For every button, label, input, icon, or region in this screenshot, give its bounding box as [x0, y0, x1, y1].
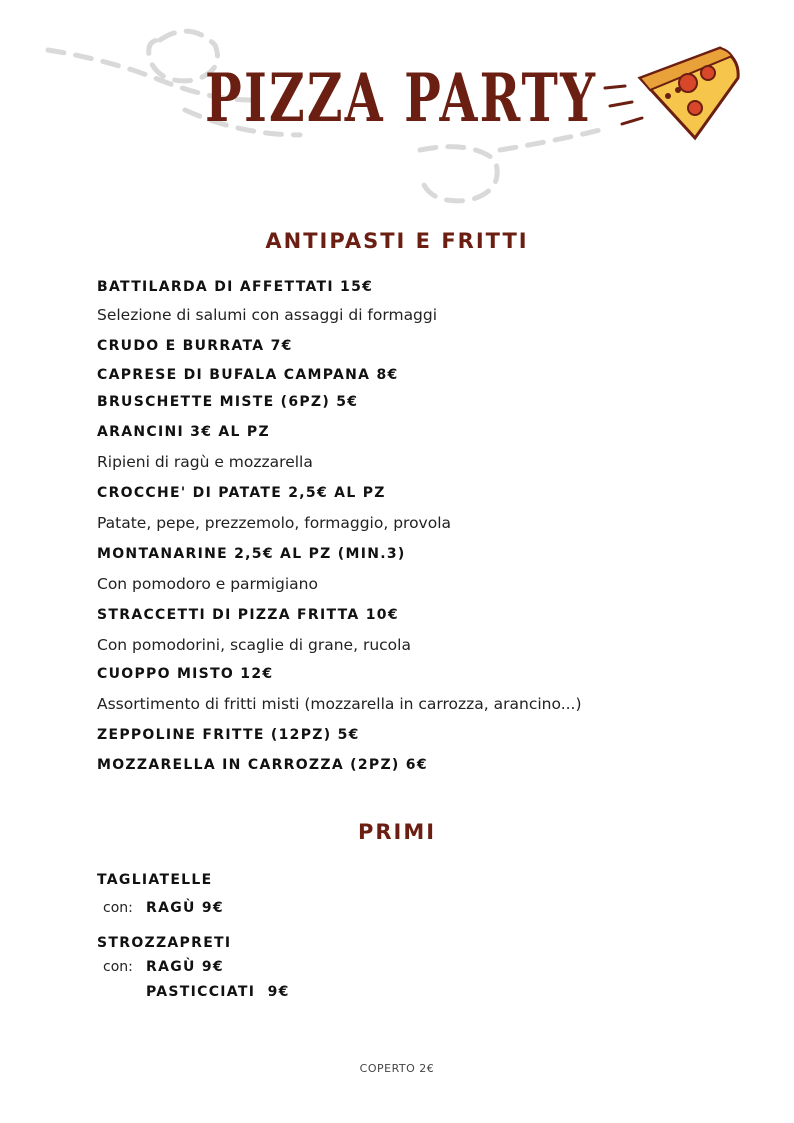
menu-item-description: Con pomodorini, scaglie di grane, rucola	[97, 636, 411, 654]
con-label: con:	[103, 959, 133, 975]
menu-option: RAGÙ 9€	[146, 959, 224, 975]
menu-option: RAGÙ 9€	[146, 900, 224, 916]
menu-item-name: CAPRESE DI BUFALA CAMPANA 8€	[97, 367, 399, 383]
menu-item-name: CUOPPO MISTO 12€	[97, 666, 274, 682]
cover-charge-note: COPERTO 2€	[359, 1062, 435, 1075]
menu-item-name: ARANCINI 3€ AL PZ	[97, 424, 270, 440]
menu-item-name: MONTANARINE 2,5€ AL PZ (MIN.3)	[97, 546, 406, 562]
menu-item-name: BATTILARDA DI AFFETTATI 15€	[97, 279, 374, 295]
menu-item-name: CRUDO E BURRATA 7€	[97, 338, 293, 354]
menu-item-description: Ripieni di ragù e mozzarella	[97, 453, 313, 471]
menu-item-name: BRUSCHETTE MISTE (6PZ) 5€	[97, 394, 359, 410]
menu-item-description: Assortimento di fritti misti (mozzarella in carrozza, arancino...)	[97, 695, 582, 713]
page-title: PIZZA PARTY	[205, 59, 598, 137]
con-label: con:	[103, 900, 133, 916]
menu-item-name: TAGLIATELLE	[97, 872, 213, 888]
pizza-slice-icon	[600, 38, 750, 153]
menu-item-description: Selezione di salumi con assaggi di formaggi	[97, 306, 438, 324]
menu-item-description: Con pomodoro e parmigiano	[97, 575, 318, 593]
menu-item-name: STROZZAPRETI	[97, 935, 232, 951]
menu-option: PASTICCIATI 9€	[146, 984, 290, 1000]
menu-item-name: ZEPPOLINE FRITTE (12PZ) 5€	[97, 727, 360, 743]
section-heading-primi: PRIMI	[357, 820, 437, 844]
menu-item-name: CROCCHE' DI PATATE 2,5€ AL PZ	[97, 485, 386, 501]
menu-item-name: MOZZARELLA IN CARROZZA (2PZ) 6€	[97, 757, 428, 773]
section-heading-antipasti: ANTIPASTI E FRITTI	[265, 229, 529, 253]
menu-item-name: STRACCETTI DI PIZZA FRITTA 10€	[97, 607, 399, 623]
menu-item-description: Patate, pepe, prezzemolo, formaggio, provola	[97, 514, 452, 532]
